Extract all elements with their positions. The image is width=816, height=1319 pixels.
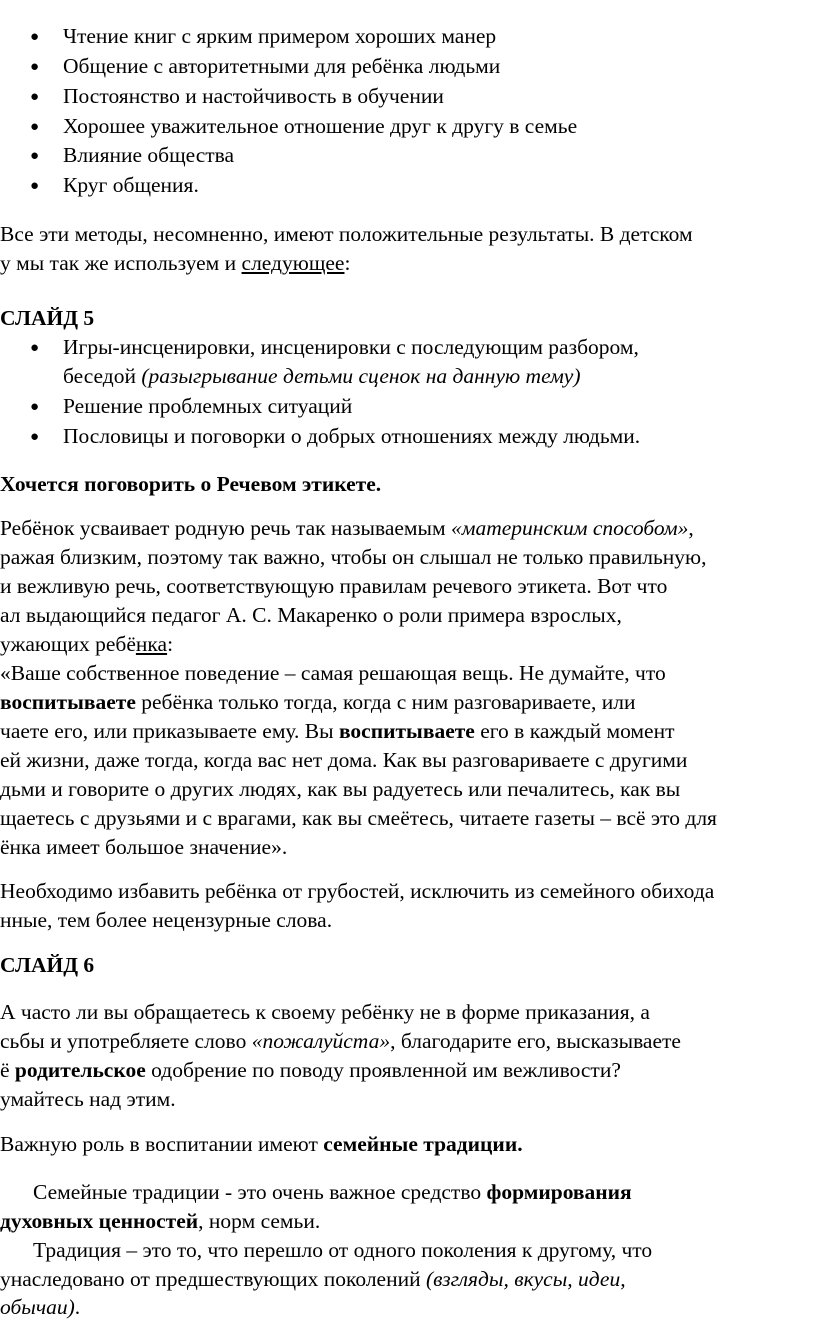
- list-item: Общение с авторитетными для ребёнка людьми: [63, 54, 501, 78]
- bullet-dot-icon: ●: [30, 59, 40, 75]
- quote-line: чаете его, или приказываете ему. Вы воспитываете его в каждый момент: [0, 719, 675, 743]
- quote-line: ей жизни, даже тогда, когда вас нет дома. Как вы разговариваете с другими: [0, 748, 688, 772]
- paragraph-line: у мы так же используем и следующее:: [0, 251, 351, 275]
- bullet-dot-icon: ●: [30, 178, 40, 194]
- quote-line: ёнка имеет большое значение».: [0, 835, 288, 859]
- paragraph-line: умайтесь над этим.: [0, 1087, 176, 1111]
- bullet-dot-icon: ●: [30, 119, 40, 135]
- paragraph-line: Семейные традиции - это очень важное средство формирования: [33, 1180, 632, 1204]
- quote-line: щаетесь с друзьями и с врагами, как вы смеётесь, читаете газеты – всё это для: [0, 806, 717, 830]
- quote-line: воспитываете ребёнка только тогда, когда с ним разговариваете, или: [0, 690, 636, 714]
- paragraph-line: Все эти методы, несомненно, имеют положительные результаты. В детском: [0, 222, 693, 246]
- list-item-continuation: беседой (разыгрывание детьми сценок на данную тему): [63, 364, 581, 388]
- list-item: Решение проблемных ситуаций: [63, 394, 353, 418]
- list-item: Чтение книг с ярким примером хороших манер: [63, 24, 497, 48]
- paragraph-line: унаследовано от предшествующих поколений (взгляды, вкусы, идеи,: [0, 1267, 626, 1291]
- bullet-dot-icon: ●: [30, 340, 40, 356]
- paragraph-line: ал выдающийся педагог А. С. Макаренко о роли примера взрослых,: [0, 603, 622, 627]
- list-item: Пословицы и поговорки о добрых отношениях между людьми.: [63, 424, 641, 448]
- list-item: Круг общения.: [63, 173, 199, 197]
- paragraph-line: Необходимо избавить ребёнка от грубостей, исключить из семейного обихода: [0, 879, 715, 903]
- bullet-dot-icon: ●: [30, 29, 40, 45]
- slide-heading: СЛАЙД 5: [0, 306, 95, 330]
- paragraph-line: и вежливую речь, соответствующую правилам речевого этикета. Вот что: [0, 574, 668, 598]
- quote-line: «Ваше собственное поведение – самая решающая вещь. Не думайте, что: [0, 661, 666, 685]
- slide-heading: СЛАЙД 6: [0, 953, 95, 977]
- bullet-dot-icon: ●: [30, 148, 40, 164]
- paragraph-line: духовных ценностей, норм семьи.: [0, 1209, 321, 1233]
- paragraph-line: нные, тем более нецензурные слова.: [0, 908, 333, 932]
- underlined-text: нка: [135, 632, 168, 656]
- list-item: Постоянство и настойчивость в обучении: [63, 84, 444, 108]
- paragraph-line: Ребёнок усваивает родную речь так называемым «материнским способом»,: [0, 516, 694, 540]
- bullet-dot-icon: ●: [30, 429, 40, 445]
- underlined-text: следующее: [241, 251, 345, 275]
- paragraph-line: обычаи).: [0, 1295, 81, 1319]
- paragraph-line: А часто ли вы обращаетесь к своему ребёнку не в форме приказания, а: [0, 1000, 650, 1024]
- section-heading: Хочется поговорить о Речевом этикете.: [0, 472, 382, 496]
- list-item: Хорошее уважительное отношение друг к другу в семье: [63, 114, 578, 138]
- paragraph-line: ё родительское одобрение по поводу проявленной им вежливости?: [0, 1058, 621, 1082]
- paragraph-line: ужающих ребёнка:: [0, 632, 174, 656]
- quote-line: дьми и говорите о других людях, как вы радуетесь или печалитесь, как вы: [0, 777, 681, 801]
- paragraph-line: Традиция – это то, что перешло от одного поколения к другому, что: [33, 1238, 653, 1262]
- bullet-dot-icon: ●: [30, 89, 40, 105]
- list-item: Игры-инсценировки, инсценировки с последующим разбором,: [63, 335, 639, 359]
- list-item: Влияние общества: [63, 143, 235, 167]
- paragraph-line: Важную роль в воспитании имеют семейные традиции.: [0, 1132, 523, 1156]
- paragraph-line: ражая близким, поэтому так важно, чтобы он слышал не только правильную,: [0, 545, 707, 569]
- bullet-dot-icon: ●: [30, 399, 40, 415]
- paragraph-line: сьбы и употребляете слово «пожалуйста», благодарите его, высказываете: [0, 1029, 681, 1053]
